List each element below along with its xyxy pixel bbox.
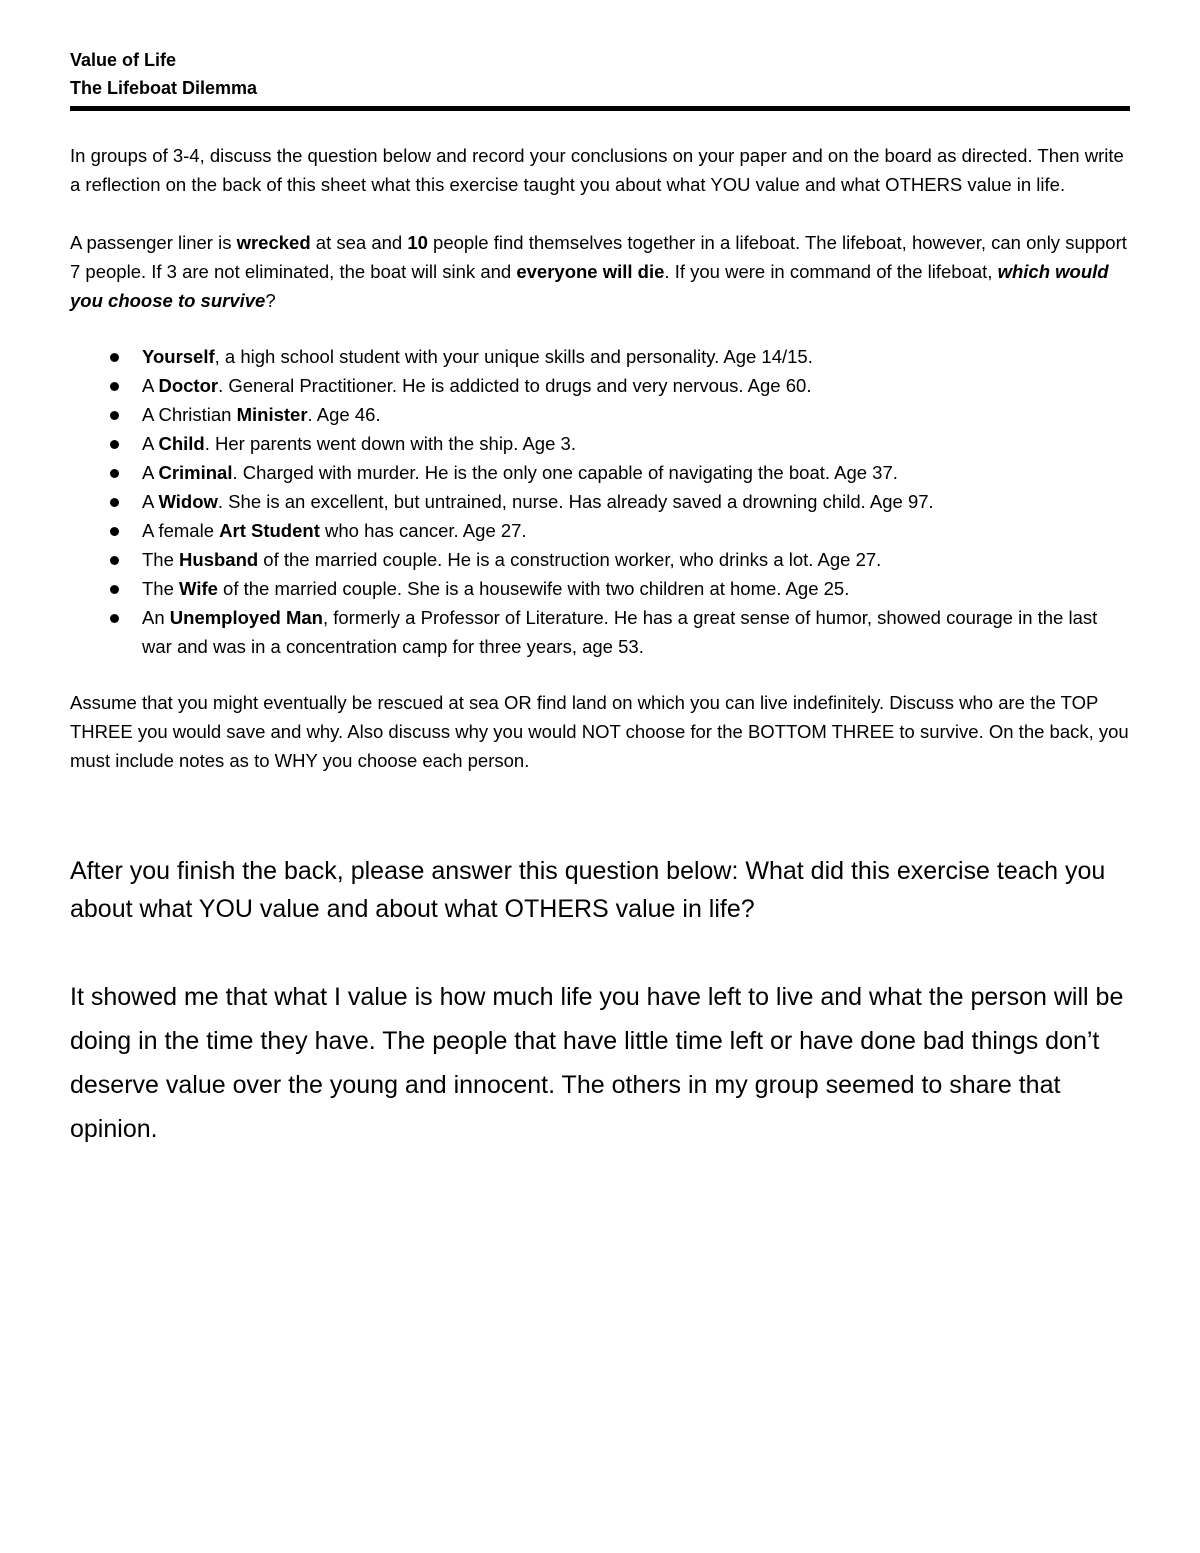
option-role: Criminal: [158, 462, 233, 483]
bullet-icon: [110, 382, 119, 391]
option-prefix: A: [142, 375, 159, 396]
bullet-icon: [110, 411, 119, 420]
bullet-icon: [110, 585, 119, 594]
discussion-instructions: Assume that you might eventually be rescued at sea OR find land on which you can live indefinitely. Discuss who are the TOP THREE you would save and why. Also discuss why you would NOT choose for the BOTTOM THREE to survive. On the back, you must include notes as to WHY you choose each person.: [70, 692, 1129, 771]
scenario-paragraph: [70, 228, 1130, 315]
scenario-bold-wrecked: wrecked: [236, 232, 311, 253]
option-prefix: A: [142, 491, 159, 512]
bullet-icon: [110, 498, 119, 507]
option-prefix: The: [142, 578, 180, 599]
option-description: , formerly a Professor of Literature. He has a great sense of humor, showed courage in the last war and was in a concentration camp for three years, age 53.: [142, 607, 1098, 657]
scenario-text-1: A passenger liner is: [70, 232, 237, 253]
option-prefix: A: [142, 433, 159, 454]
passenger-list: [70, 342, 1130, 661]
scenario-text-5: ?: [265, 290, 276, 311]
option-prefix: A Christian: [142, 404, 237, 425]
scenario-bold-italic-question: which would you choose to survive: [70, 261, 1109, 311]
scenario-text-3: people find themselves together in a lifeboat. The lifeboat, however, can only support 7 people. If 3 are not eliminated, the boat will sink and: [70, 232, 1127, 282]
option-role: Doctor: [158, 375, 219, 396]
list-item: [70, 516, 1130, 545]
list-item: [70, 545, 1130, 574]
option-description: . Age 46.: [307, 404, 381, 425]
list-item: [70, 342, 1130, 371]
bullet-icon: [110, 527, 119, 536]
option-description: . Charged with murder. He is the only one capable of navigating the boat. Age 37.: [232, 462, 898, 483]
list-item: [70, 400, 1130, 429]
scenario-text-2: at sea and: [310, 232, 408, 253]
list-item: [70, 458, 1130, 487]
bullet-icon: [110, 614, 119, 623]
list-item: [70, 574, 1130, 603]
option-role: Widow: [158, 491, 218, 512]
scenario-bold-everyone-will-die: everyone will die: [516, 261, 665, 282]
list-item: [70, 429, 1130, 458]
option-prefix: An: [142, 607, 170, 628]
bullet-icon: [110, 556, 119, 565]
list-item: [70, 603, 1130, 661]
worksheet-page: [70, 46, 1130, 1151]
option-prefix: A: [142, 462, 159, 483]
option-description: . Her parents went down with the ship. Age 3.: [204, 433, 576, 454]
option-prefix: A female: [142, 520, 220, 541]
option-role: Husband: [179, 549, 259, 570]
option-description: . General Practitioner. He is addicted to drugs and very nervous. Age 60.: [218, 375, 812, 396]
option-role: Yourself: [142, 346, 215, 367]
option-description: who has cancer. Age 27.: [319, 520, 527, 541]
option-role: Child: [158, 433, 205, 454]
option-role: Minister: [236, 404, 308, 425]
option-role: Art Student: [219, 520, 320, 541]
scenario-text-4: . If you were in command of the lifeboat,: [664, 261, 998, 282]
option-description: , a high school student with your unique skills and personality. Age 14/15.: [214, 346, 813, 367]
instructions-paragraph: In groups of 3-4, discuss the question below and record your conclusions on your paper and on the board as directed. Then write a reflection on the back of this sheet what this exercise taught you about what YOU value and what OTHERS value in life.: [70, 145, 1124, 195]
option-role: Unemployed Man: [169, 607, 323, 628]
scenario-bold-count: 10: [407, 232, 428, 253]
document-subtitle: The Lifeboat Dilemma: [70, 78, 258, 98]
list-item: [70, 487, 1130, 516]
list-item: [70, 371, 1130, 400]
student-answer: It showed me that what I value is how much life you have left to live and what the person will be doing in the time they have. The people that have little time left or have done bad things don’t deserve value over the young and innocent. The others in my group seemed to share that opinion.: [70, 983, 1124, 1143]
bullet-icon: [110, 440, 119, 449]
document-title: Value of Life: [70, 50, 177, 70]
option-role: Wife: [179, 578, 218, 599]
option-description: . She is an excellent, but untrained, nurse. Has already saved a drowning child. Age 97.: [217, 491, 934, 512]
option-description: of the married couple. She is a housewife with two children at home. Age 25.: [217, 578, 850, 599]
header-divider: [70, 106, 1130, 111]
bullet-icon: [110, 353, 119, 362]
option-description: of the married couple. He is a construction worker, who drinks a lot. Age 27.: [258, 549, 882, 570]
option-prefix: The: [142, 549, 180, 570]
bullet-icon: [110, 469, 119, 478]
reflection-question: After you finish the back, please answer this question below: What did this exercise teach you about what YOU value and about what OTHERS value in life?: [70, 857, 1106, 923]
